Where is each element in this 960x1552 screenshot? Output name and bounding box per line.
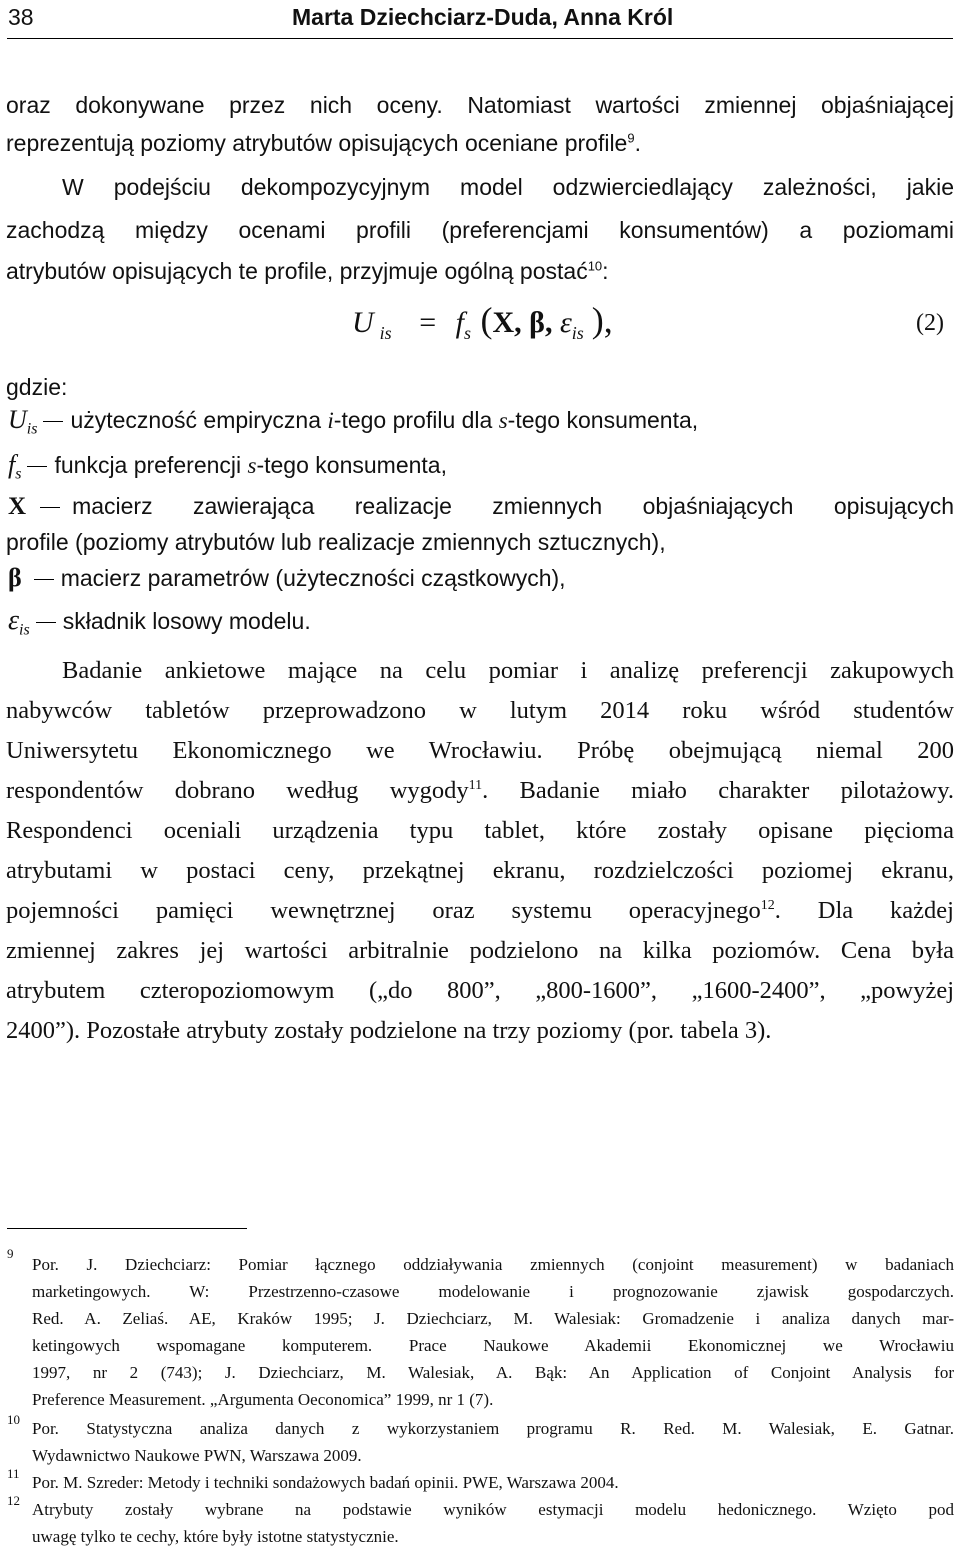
footnote-number: 10 (7, 1412, 20, 1427)
header-rule (7, 38, 953, 39)
footnote-line: ketingowych wspomagane komputerem. Prace Naukowe Akademii Ekonomicznej we Wrocławiu (32, 1336, 954, 1355)
text-line: atrybutami w postaci ceny, przekątnej ekranu, rozdzielczości poziomej ekranu, (6, 857, 954, 884)
footnote-ref[interactable]: 9 (627, 130, 635, 146)
footnote-number: 11 (7, 1466, 20, 1481)
footnote-line: Preference Measurement. „Argumenta Oeconomica” 1999, nr 1 (7). (32, 1390, 494, 1409)
running-header-authors: Marta Dziechciarz-Duda, Anna Król (292, 4, 674, 30)
footnote-line: 1997, nr 2 (743); J. Dziechciarz, M. Walesiak, A. Bąk: An Application of Conjoint Analysis for (32, 1363, 954, 1382)
footnote-line: Atrybuty zostały wybrane na podstawie wyników estymacji modelu hedonicznego. Wzięto pod (32, 1500, 954, 1519)
footnote-line: uwagę tylko te cechy, które były istotne statystycznie. (32, 1527, 399, 1546)
footnote-line: Wydawnictwo Naukowe PWN, Warszawa 2009. (32, 1446, 362, 1465)
legend-item-u: $U_{is}$ użyteczność empiryczna i-tego profilu dla s-tego konsumenta, (8, 405, 699, 438)
text-line: W podejściu dekompozycyjnym model odzwierciedlający zależności, jakie (62, 174, 954, 200)
text-line: atrybutów opisujących te profile, przyjmuje ogólną postać$^{10}$: (6, 258, 609, 284)
legend-title: gdzie: (6, 374, 68, 400)
page-number: 38 (8, 4, 34, 30)
legend-item-x-cont: profile (poziomy atrybutów lub realizacje zmiennych sztucznych), (6, 529, 666, 555)
legend-item-x: X macierz zawierająca realizacje zmiennych objaśniających opisujących (8, 493, 954, 520)
equation: U $_{is} = f_s$ (X, β, $\varepsilon_{is}$ ), (352, 300, 613, 343)
text-line: reprezentują poziomy atrybutów opisujących oceniane profile$^9$. (6, 130, 641, 156)
footnote-number: 12 (7, 1493, 20, 1508)
equation-number: (2) (916, 310, 944, 336)
text-line: nabywców tabletów przeprowadzono w lutym 2014 roku wśród studentów (6, 697, 954, 724)
legend-item-epsilon: $\varepsilon_{is}$ składnik losowy modelu. (8, 605, 311, 639)
text-line: oraz dokonywane przez nich oceny. Natomiast wartości zmiennej objaśniającej (6, 92, 954, 118)
footnote-line: Por. Statystyczna analiza danych z wykorzystaniem programu R. Red. M. Walesiak, E. Gatnar. (32, 1419, 954, 1438)
text-line: zachodzą między ocenami profili (preferencjami konsumentów) a poziomami (6, 217, 954, 243)
text-line: Uniwersytetu Ekonomicznego we Wrocławiu. Próbę obejmującą niemal 200 (6, 737, 954, 764)
text-line: 2400”). Pozostałe atrybuty zostały podzielone na trzy poziomy (por. tabela 3). (6, 1017, 772, 1044)
footnote-number: 9 (7, 1246, 14, 1261)
footnote-separator (7, 1228, 247, 1229)
text-line: atrybutem czteropoziomowym („do 800”, „800-1600”, „1600-2400”, „powyżej (6, 977, 954, 1004)
text-line: zmiennej zakres jej wartości arbitralnie podzielono na kilka poziomów. Cena była (6, 937, 954, 964)
footnote-line: Por. J. Dziechciarz: Pomiar łącznego oddziaływania zmiennych (conjoint measurement) w badaniach (32, 1255, 954, 1274)
text-line: respondentów dobrano według wygody$^{11}$. Badanie miało charakter pilotażowy. (6, 777, 954, 804)
footnote-ref[interactable]: 10 (587, 258, 603, 274)
text-line: Respondenci oceniali urządzenia typu tablet, które zostały opisane pięcioma (6, 817, 954, 844)
legend-item-beta: β macierz parametrów (użyteczności cząstkowych), (8, 563, 566, 592)
text-line: Badanie ankietowe mające na celu pomiar i analizę preferencji zakupowych (62, 657, 954, 684)
legend-item-f: $f_s$ funkcja preferencji s-tego konsumenta, (8, 450, 447, 483)
footnote-ref[interactable]: 11 (468, 777, 483, 793)
footnote-ref[interactable]: 12 (760, 897, 775, 913)
footnote-line: Por. M. Szreder: Metody i techniki sondażowych badań opinii. PWE, Warszawa 2004. (32, 1473, 619, 1492)
footnote-line: marketingowych. W: Przestrzenno-czasowe modelowanie i prognozowanie zjawisk gospodarczych. (32, 1282, 954, 1301)
footnote-line: Red. A. Zeliaś. AE, Kraków 1995; J. Dziechciarz, M. Walesiak: Gromadzenie i analiza danych mar- (32, 1309, 954, 1328)
text-line: pojemności pamięci wewnętrznej oraz systemu operacyjnego$^{12}$. Dla każdej (6, 897, 954, 924)
